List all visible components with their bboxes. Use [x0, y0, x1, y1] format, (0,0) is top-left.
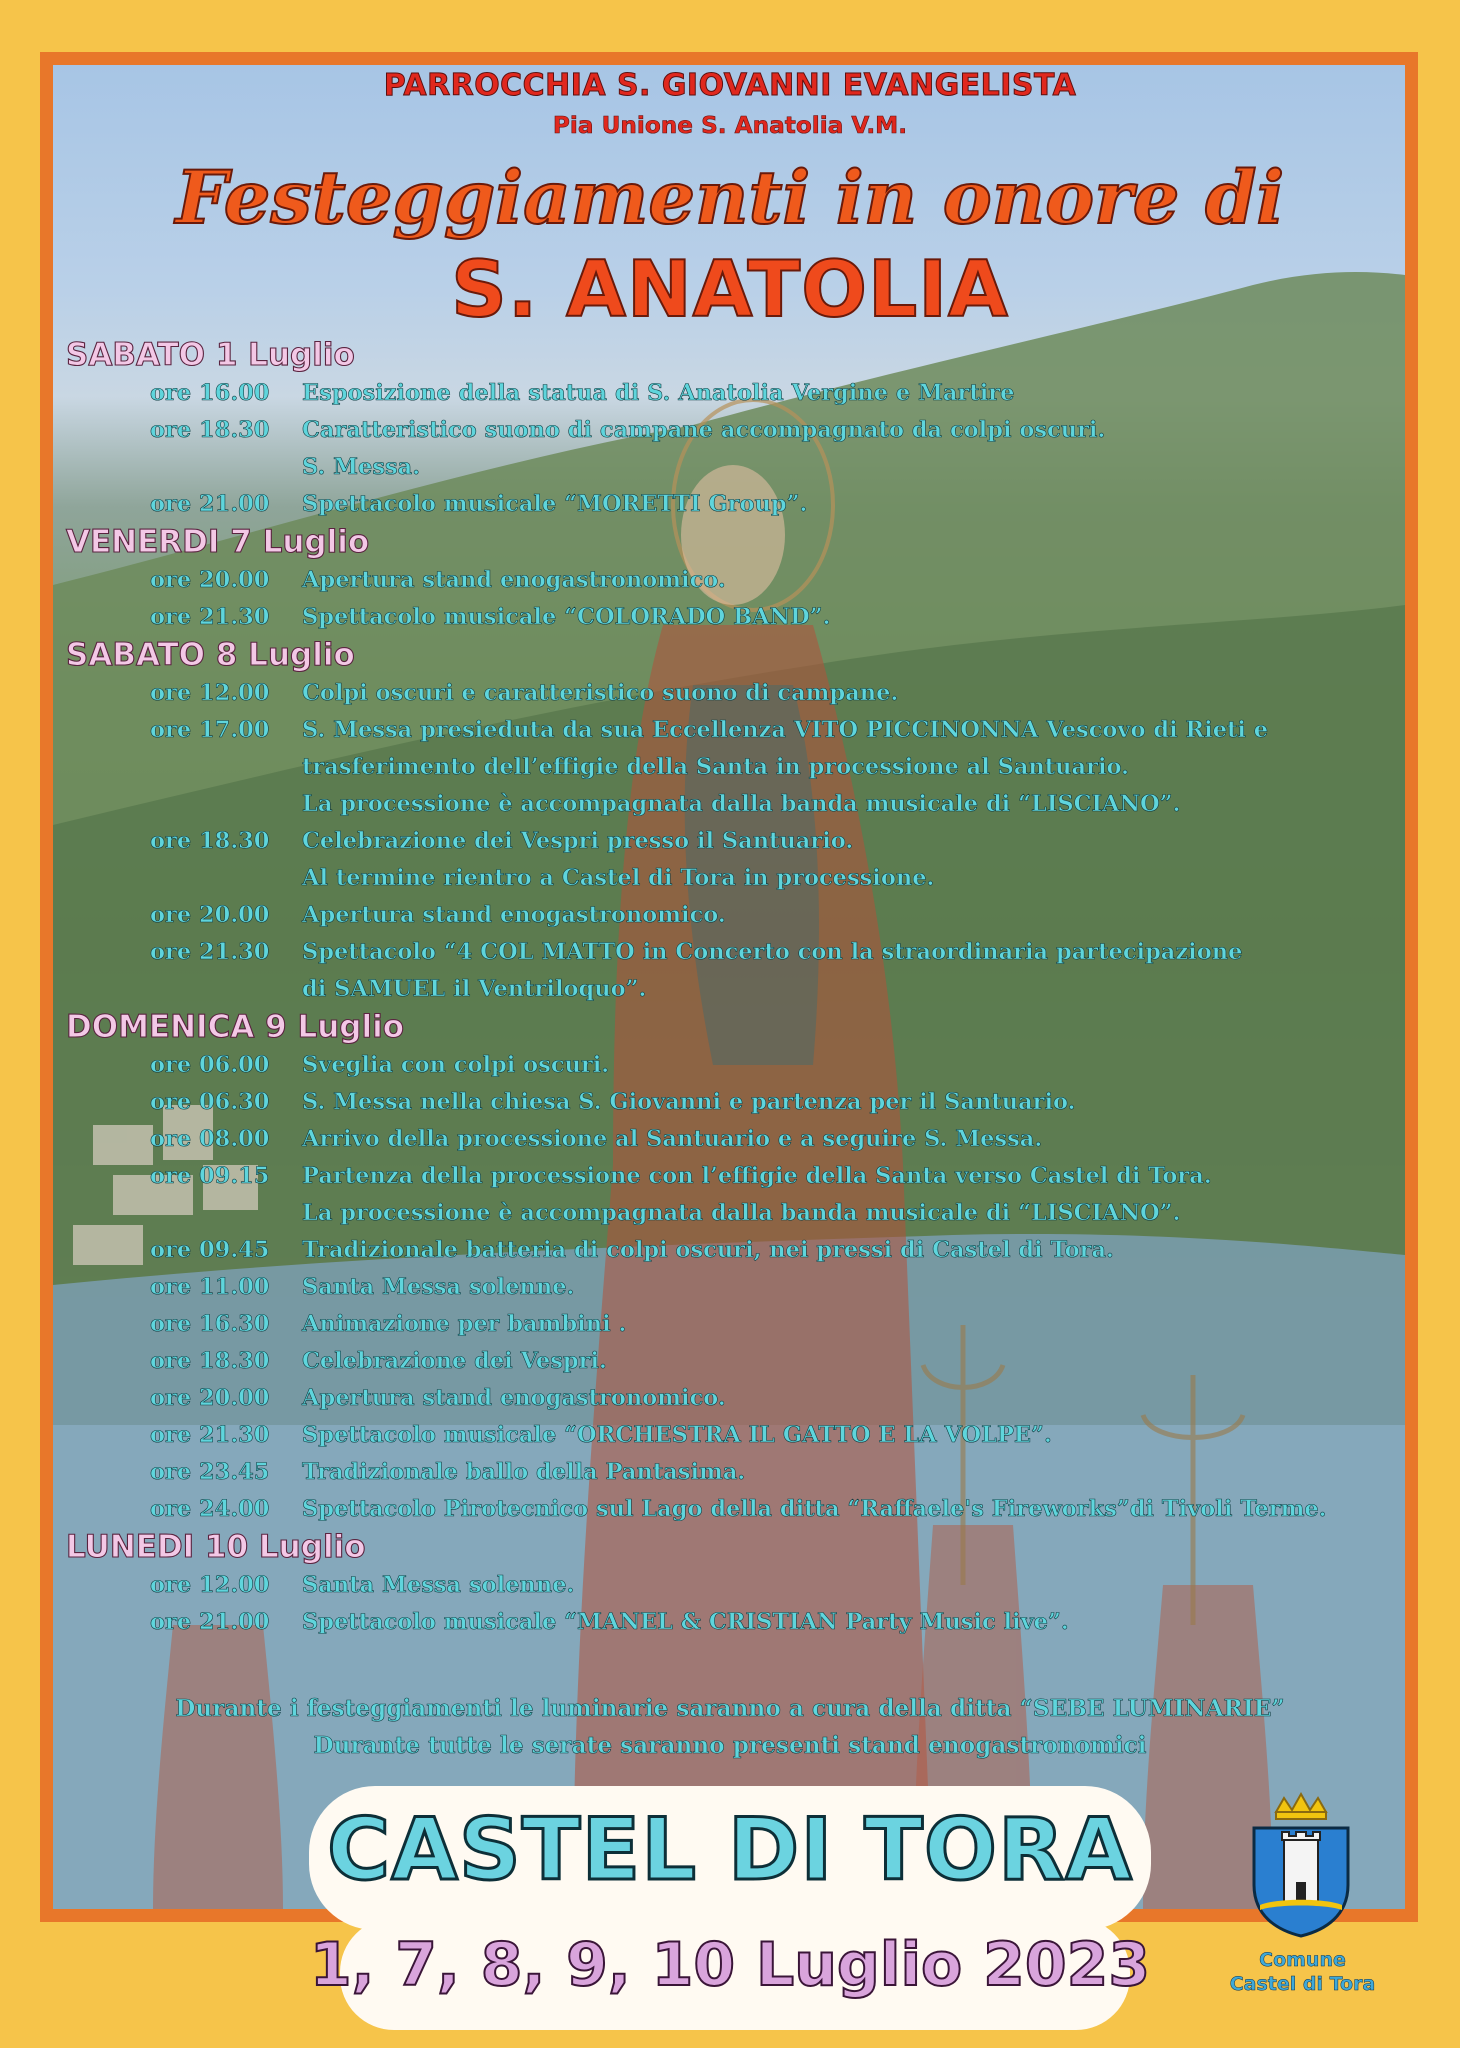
event-row	[66, 1380, 1426, 1417]
program-schedule	[66, 336, 1426, 1641]
union-name: Pia Unione S. Anatolia V.M.	[552, 112, 908, 139]
event-row	[66, 1195, 1426, 1232]
event-row	[66, 1084, 1426, 1121]
comune-line2: Castel di Tora	[1229, 1973, 1376, 1995]
event-text: trasferimento dell’effigie della Santa in processione al Santuario.	[302, 754, 1129, 780]
event-time: ore 09.45	[150, 1237, 270, 1263]
day-heading: SABATO 1 Luglio	[66, 337, 355, 373]
event-text: La processione è accompagnata dalla banda musicale di “LISCIANO”.	[302, 1200, 1181, 1226]
event-row	[66, 971, 1426, 1008]
parish-name: PARROCCHIA S. GIOVANNI EVANGELISTA	[383, 68, 1077, 103]
event-row	[66, 786, 1426, 823]
comune-label	[1200, 1948, 1405, 1996]
event-time: ore 20.00	[150, 902, 270, 928]
event-row	[66, 449, 1426, 486]
event-text: Arrivo della processione al Santuario e a seguire S. Messa.	[302, 1126, 1043, 1152]
event-row	[66, 486, 1426, 523]
event-row	[66, 934, 1426, 971]
event-text: Celebrazione dei Vespri.	[302, 1348, 607, 1374]
event-time: ore 18.30	[150, 1348, 270, 1374]
event-text: di SAMUEL il Ventriloquo”.	[302, 976, 647, 1002]
event-row	[66, 375, 1426, 412]
title-line1: Festeggiamenti in onore di	[175, 155, 1285, 241]
event-time: ore 16.30	[150, 1311, 270, 1337]
event-time: ore 12.00	[150, 680, 270, 706]
day-heading: DOMENICA 9 Luglio	[66, 1009, 405, 1045]
event-time: ore 06.30	[150, 1089, 270, 1115]
event-time: ore 18.30	[150, 828, 270, 854]
event-text: Apertura stand enogastronomico.	[302, 902, 726, 928]
event-time: ore 17.00	[150, 717, 270, 743]
event-text: Spettacolo musicale “ORCHESTRA IL GATTO E LA VOLPE”.	[302, 1422, 1052, 1448]
event-row	[66, 1121, 1426, 1158]
event-text: Apertura stand enogastronomico.	[302, 1385, 726, 1411]
event-text: Tradizionale batteria di colpi oscuri, nei pressi di Castel di Tora.	[302, 1237, 1114, 1263]
event-time: ore 20.00	[150, 1385, 270, 1411]
event-row	[66, 599, 1426, 636]
event-text: Santa Messa solenne.	[302, 1572, 575, 1598]
event-text: Esposizione della statua di S. Anatolia Vergine e Martire	[302, 380, 1015, 406]
event-text: Spettacolo musicale “MORETTI Group”.	[302, 491, 808, 517]
event-text: Spettacolo musicale “MANEL & CRISTIAN Party Music live”.	[302, 1609, 1069, 1635]
note-line1: Durante i festeggiamenti le luminarie saranno a cura della ditta “SEBE LUMINARIE”	[175, 1695, 1285, 1722]
event-row	[66, 860, 1426, 897]
event-time: ore 23.45	[150, 1459, 270, 1485]
event-row	[66, 1158, 1426, 1195]
event-time: ore 21.00	[150, 491, 270, 517]
event-text: Spettacolo “4 COL MATTO in Concerto con la straordinaria partecipazione	[302, 939, 1243, 965]
event-text: Caratteristico suono di campane accompagnato da colpi oscuri.	[302, 417, 1106, 443]
event-text: Tradizionale ballo della Pantasima.	[302, 1459, 746, 1485]
event-text: Al termine rientro a Castel di Tora in processione.	[302, 865, 935, 891]
day-heading: SABATO 8 Luglio	[66, 637, 355, 673]
event-row	[66, 1232, 1426, 1269]
event-row	[66, 1343, 1426, 1380]
notes	[0, 1690, 1460, 1764]
event-row	[66, 1047, 1426, 1084]
event-row	[66, 823, 1426, 860]
event-time: ore 18.30	[150, 417, 270, 443]
event-text: Santa Messa solenne.	[302, 1274, 575, 1300]
event-time: ore 12.00	[150, 1572, 270, 1598]
event-row	[66, 1306, 1426, 1343]
event-row	[66, 749, 1426, 786]
event-time: ore 11.00	[150, 1274, 270, 1300]
event-text: S. Messa.	[302, 454, 421, 480]
event-text: Celebrazione dei Vespri presso il Santuario.	[302, 828, 854, 854]
event-row	[66, 712, 1426, 749]
event-row	[66, 897, 1426, 934]
event-row	[66, 412, 1426, 449]
event-time: ore 24.00	[150, 1496, 270, 1522]
event-time: ore 16.00	[150, 380, 270, 406]
castle-crest-icon	[1246, 1790, 1356, 1940]
event-time: ore 21.00	[150, 1609, 270, 1635]
event-row	[66, 562, 1426, 599]
event-time: ore 20.00	[150, 567, 270, 593]
title-line2: S. ANATOLIA	[451, 245, 1009, 335]
event-text: S. Messa nella chiesa S. Giovanni e partenza per il Santuario.	[302, 1089, 1076, 1115]
event-text: Colpi oscuri e caratteristico suono di campane.	[302, 680, 899, 706]
event-text: Animazione per bambini .	[302, 1311, 627, 1337]
note-line2: Durante tutte le serate saranno presenti stand enogastronomici	[313, 1732, 1147, 1759]
day-heading: VENERDI 7 Luglio	[66, 524, 370, 560]
event-text: S. Messa presieduta da sua Eccellenza VITO PICCINONNA Vescovo di Rieti e	[302, 717, 1269, 743]
event-time: ore 21.30	[150, 1422, 270, 1448]
place-name: CASTEL DI TORA	[327, 1800, 1133, 1900]
event-time: ore 06.00	[150, 1052, 270, 1078]
event-row	[66, 1567, 1426, 1604]
event-text: La processione è accompagnata dalla banda musicale di “LISCIANO”.	[302, 791, 1181, 817]
event-time: ore 08.00	[150, 1126, 270, 1152]
event-row	[66, 1604, 1426, 1641]
event-row	[66, 1417, 1426, 1454]
event-time: ore 21.30	[150, 939, 270, 965]
event-row	[66, 1454, 1426, 1491]
event-text: Sveglia con colpi oscuri.	[302, 1052, 610, 1078]
event-row	[66, 1269, 1426, 1306]
day-heading: LUNEDI 10 Luglio	[66, 1529, 366, 1565]
event-row	[66, 675, 1426, 712]
event-text: Spettacolo musicale “COLORADO BAND”.	[302, 604, 831, 630]
event-dates: 1, 7, 8, 9, 10 Luglio 2023	[309, 1930, 1151, 2000]
event-time: ore 21.30	[150, 604, 270, 630]
event-text: Spettacolo Pirotecnico sul Lago della ditta “Raffaele's Fireworks”di Tivoli Terme.	[302, 1496, 1327, 1522]
comune-line1: Comune	[1259, 1949, 1346, 1971]
event-time: ore 09.15	[150, 1163, 270, 1189]
event-text: Partenza della processione con l’effigie della Santa verso Castel di Tora.	[302, 1163, 1212, 1189]
event-text: Apertura stand enogastronomico.	[302, 567, 726, 593]
event-row	[66, 1491, 1426, 1528]
